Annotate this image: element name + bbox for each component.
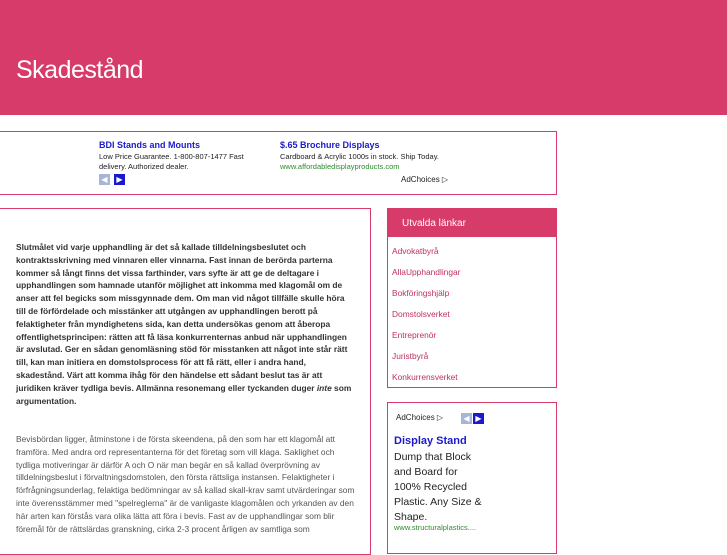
main-article [0, 208, 371, 555]
side-ad-url[interactable]: www.structuralplastics.... [394, 523, 477, 532]
top-ad-banner [0, 131, 557, 195]
sidebar-link-konkurrensverket[interactable]: Konkurrensverket [392, 372, 458, 382]
paragraph-1-emphasis: inte [316, 382, 332, 393]
adchoices-icon: ▷ [436, 413, 444, 422]
chevron-right-icon: ▶ [116, 175, 123, 184]
chevron-left-icon: ◀ [463, 414, 470, 423]
top-ad-1-title[interactable]: BDI Stands and Mounts [99, 140, 200, 150]
top-ad-1-text: Low Price Guarantee. 1-800-807-1477 Fast delivery. Authorized dealer. [99, 152, 244, 171]
adchoices-icon: ▷ [441, 175, 449, 184]
side-ad-next-button[interactable] [473, 413, 484, 424]
side-ad-text: Dump that Block and Board for 100% Recycled Plastic. Any Size & Shape. [394, 451, 482, 523]
site-header [0, 0, 727, 115]
ad-prev-button[interactable] [99, 174, 110, 185]
side-ad-title[interactable]: Display Stand [394, 435, 467, 447]
side-adchoices-label: AdChoices [396, 413, 435, 422]
ad-next-button[interactable] [114, 174, 125, 185]
top-ad-2-text: Cardboard & Acrylic 1000s in stock. Ship Today. [280, 152, 439, 161]
article-paragraph-1 [16, 241, 356, 407]
chevron-right-icon: ▶ [475, 414, 482, 423]
top-ad-2[interactable] [280, 140, 465, 171]
paragraph-1-text-a: Slutmålet vid varje upphandling är det så kallade tilldelningsbeslutet och kontraktsskrivning med vinnaren eller vinnarna. Fast innan de berörda parterna kommer så långt finns det vissa farthinder, vars syfte är att ge de deltagare i upphandlingen som hamnade utanför möjlighet att inkomma med klagomål om de anser att fel begicks som missgynnade dem. Om man vid något tillfälle skulle höra till de förfördelade och misstänker att utgången av upphandlingen berott på felaktigheter från myndighetens sida, kan detta undersökas genom att åberopa offentlighetsprincipen: rätten att få läsa konkurrenternas anbud när upphandlingen är avslutad. Ger en sådan genomläsning stöd för misstanken att något inte står rätt till, kan man initiera en domstolsprocess för att få rätt, eller i andra hand, skadestånd. Värt att komma ihåg för den händelse ett sådant beslut tas är att juridiken kräver tydliga bevis. Allmänna resonemang eller tyckanden duger [16, 242, 348, 393]
top-ad-2-title[interactable]: $.65 Brochure Displays [280, 140, 380, 150]
sidebar-link-advokatbyra[interactable]: Advokatbyrå [392, 246, 439, 256]
sidebar-link-allaupphandlingar[interactable]: AllaUpphandlingar [392, 267, 461, 277]
sidebar-link-bokforingshjalp[interactable]: Bokföringshjälp [392, 288, 450, 298]
article-paragraph-2: Bevisbördan ligger, åtminstone i de första skeendena, på den som har ett klagomål att framföra. Med andra ord representanterna för det företag som vill klaga. Saklighet och tydliga motiveringar är därför A och O när man begär en så kallad överprövning av tilldelningsbeslut i förvaltningsdomstolen, den första rättsliga instansen. Felaktigheter i förfrågningsunderlag, felaktiga bedömningar av så kallad skall-krav samt utvärderingar som inte överensstämmer med "spelreglerna" är de vanligaste klagomålen och yrkanden av den här arten kan förstås vara olika lätta att föra i bevis. Fast av de upphandlingar som blir föremål för de rättslärdas granskning, cirka 2-3 procent årligen av samtliga som [16, 434, 355, 534]
sidebar-link-domstolsverket[interactable]: Domstolsverket [392, 309, 450, 319]
top-ad-2-url[interactable]: www.affordabledisplayproducts.com [280, 162, 400, 171]
featured-links-box [387, 208, 557, 388]
side-adchoices-link[interactable] [396, 413, 443, 422]
sidebar-link-entreprenor[interactable]: Entreprenör [392, 330, 437, 340]
site-title[interactable]: Skadestånd [16, 56, 144, 84]
side-ad-prev-button[interactable] [461, 413, 472, 424]
chevron-left-icon: ◀ [101, 175, 108, 184]
sidebar-link-juristbyra[interactable]: Juristbyrå [392, 351, 429, 361]
featured-links-heading: Utvalda länkar [388, 209, 556, 237]
adchoices-link[interactable] [401, 175, 448, 184]
paragraph-1-text-b: som argumentation. [16, 382, 352, 406]
adchoices-label: AdChoices [401, 175, 440, 184]
side-ad-box [387, 402, 557, 554]
top-ad-1[interactable] [99, 140, 269, 172]
